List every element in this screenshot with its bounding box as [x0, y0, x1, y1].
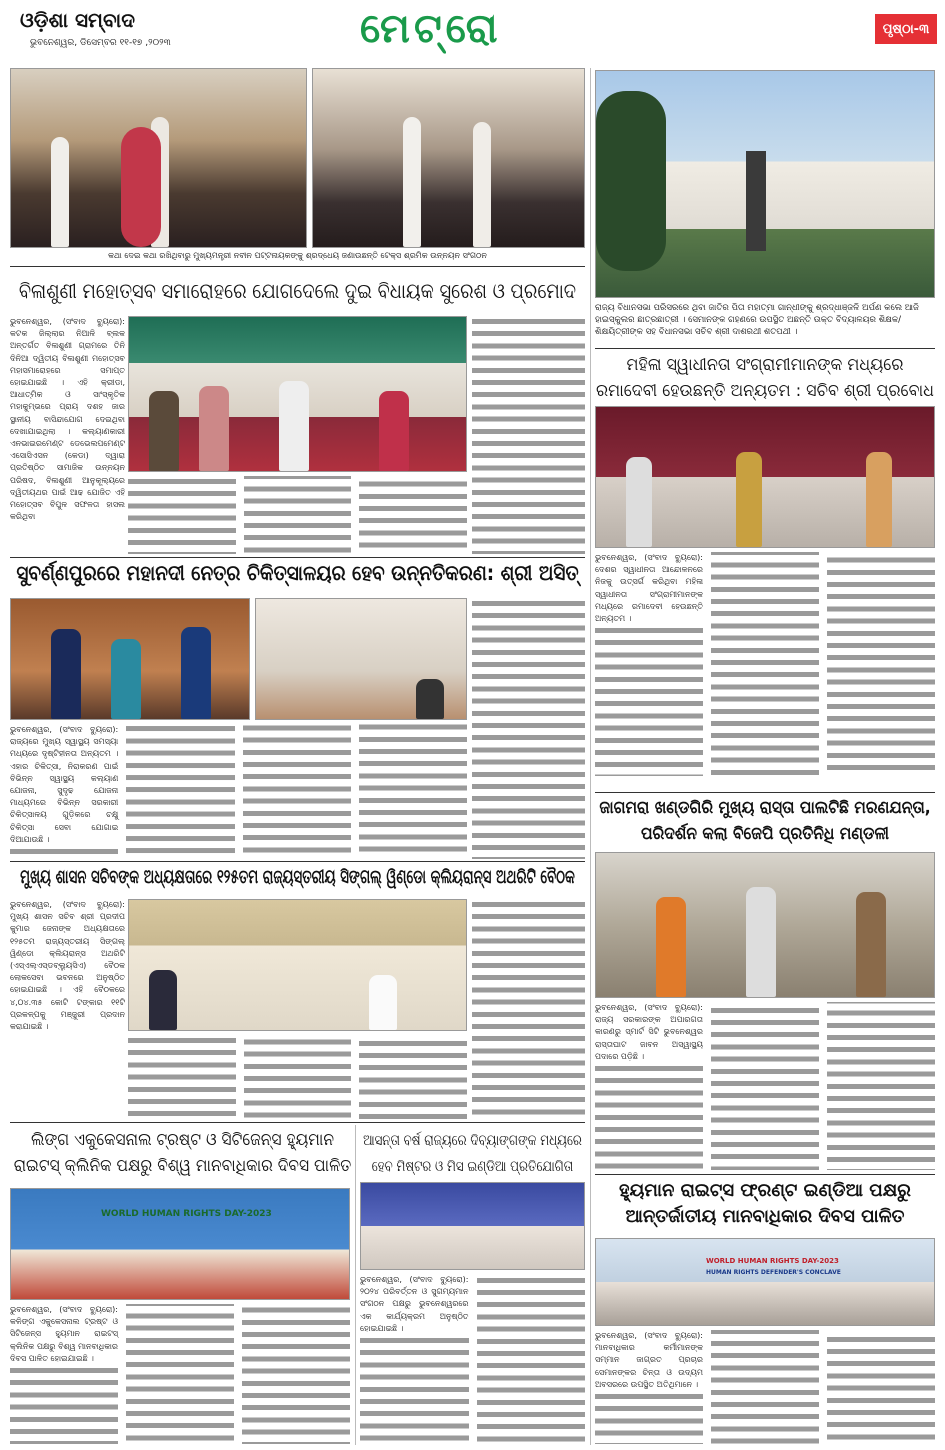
banner-subtext: HUMAN RIGHTS DEFENDER'S CONCLAVE: [706, 1269, 841, 1276]
article-body: [10, 316, 125, 554]
photo-ramadevi-event: [595, 406, 935, 548]
article-lead: ଭୁବନେଶ୍ୱର, (ସଂବାଦ ବ୍ୟୁରୋ): ମାନବାଧିକାର କର୍ମୀମାନଙ୍କ ସମ୍ମାନ ଜାଗ୍ରତ ପ୍ରଚାର ସେମାନଙ୍କର ଚିନ୍ତା ଓ ଉଦ୍ୟମ ଅବସରରେ ଉପସ୍ଥିତ ଅତିଥିମାନେ ।: [595, 1331, 703, 1389]
headline-text: ଲିଙ୍ଗ ଏକୁକେସନାଲ ଟ୍ରଷ୍ଟ ଓ ସିଟିଜେନ୍ସ ହ୍ୟୁମାନ ରାଇଟସ୍ କ୍ଲିନିକ ପକ୍ଷରୁ ବିଶ୍ୱ ମାନବାଧିକାର ଦିବସ ପାଳିତ: [13, 1130, 352, 1176]
article-body-right: [472, 316, 585, 554]
headline: [10, 560, 585, 588]
headline: [595, 352, 935, 406]
article-lead: ଭୁବନେଶ୍ୱର, (ସଂବାଦ ବ୍ୟୁରୋ): କଟକ ଜିଲ୍ଲାର ନିଆଳି ବ୍ଲକ ଅନ୍ତର୍ଗତ ବିଳାଶୁଣୀ ଗ୍ରାମରେ ତିନି ଦିନିଆ ଦ୍ୱିତୀୟ ବିଳାଶୁଣୀ ମହୋତ୍ସବ ମହାସମାରୋହରେ ସମାପ୍ତ ହୋଇଯାଇଛି । ଏହି କ୍ରୀଡା, ଆଧାତ୍ମିକ ଓ ସାଂସ୍କୃତିକ ମହାକୁମ୍ଭରେ ପ୍ରାୟ ଦଶହ ଜାର ସ୍ଥାନୀୟ ବାସିନ୍ଦାଯୋଗ ଦେଇଥିବା ଦେଖାଯାଇଥିଲା । କଲ୍ୟାଣକାରୀ ଏନଭାଇରମେଣ୍ଟ ଡେଭେଲପମେଣ୍ଟ ଏସୋସିଏସନ (କେଡା) ଦ୍ୱାରା ପ୍ରତିଷ୍ଠିତ ସାମାଜିକ ଉନ୍ନୟନ ପରିଷଦ, ବିଳାଶୁଣୀ ଆନୁକୂଲ୍ୟରେ ଦ୍ୱିତୀୟଥର ପାଇଁ ଆଢ ଯୋଜିତ ଏହି ମହୋତ୍ସବ ବିପୁଳ ସଫଳତା ହାସଲ କରିଥିବା: [10, 317, 125, 522]
headline-text: ବିଳାଶୁଣୀ ମହୋତ୍ସବ ସମାରୋହରେ ଯୋଗଦେଲେ ଦୁଇ ବିଧାୟକ ସୁରେଶ ଓ ପ୍ରମୋଦ: [18, 279, 577, 303]
photo-cm-felicitation-1: [10, 68, 307, 248]
article-body-right: [472, 899, 585, 1119]
photo-swca-meeting: [128, 899, 467, 1031]
banner-text: WORLD HUMAN RIGHTS DAY-2023: [101, 1209, 272, 1219]
headline-text: ଜାଗମରା ଖଣ୍ଡଗିରି ମୁଖ୍ୟ ରାସ୍ତା ପାଲଟିଛି ମରଣଯନ୍ତା, ପରିଦର୍ଶନ କଲା ବିଜେପି ପ୍ରତିନିଧି ମଣ୍ଡଳୀ: [599, 798, 931, 844]
article-body: [595, 1330, 935, 1444]
photo-hrfi-conclave: [595, 1238, 935, 1326]
photo-caption: ରାଜ୍ୟ ବିଧାନସଭା ପରିସରରେ ଥିବା ଜାତିର ପିତା ମହାତ୍ମା ଗାନ୍ଧୀଙ୍କୁ ଶ୍ରଦ୍ଧାଞ୍ଜଳି ଅର୍ପଣ କଲେ ଆଜି ହାଇସ୍କୁଲର ଛାତ୍ରଛାତ୍ରୀ । ସେମାନଙ୍କ ଗହଣରେ ଉପସ୍ଥିତ ଅଛନ୍ତି ଉକ୍ତ ବିଦ୍ୟାଳୟର ଶିକ୍ଷକ/ଶିକ୍ଷୟିତ୍ରୀଙ୍କ ସହ ବିଧାନସଭା ସଚିବ ଶ୍ରୀ ଦାଶରଥୀ ଶତପଥୀ ।: [595, 303, 919, 337]
photo-human-rights-day: [10, 1188, 350, 1300]
photo-video-conference: [255, 598, 467, 720]
article-body-cont: [128, 476, 467, 554]
article-body: [595, 552, 935, 790]
headline-text: ମହିଳା ସ୍ୱାଧୀନତା ସଂଗ୍ରାମୀମାନଙ୍କ ମଧ୍ୟରେ ରମାଦେବୀ ହେଉଛନ୍ତି ଅନ୍ୟତମ : ସଚିବ ଶ୍ରୀ ପ୍ରବୋଧ: [596, 355, 934, 401]
photo-bilashuni-festival: [128, 316, 467, 472]
headline-text: ମୁଖ୍ୟ ଶାସନ ସଚିବଙ୍କ ଅଧ୍ୟକ୍ଷତାରେ ୧୨୫ତମ ରାଜ୍ୟସ୍ତରୀୟ ସିଙ୍ଗଲ୍ ୱିଣ୍ଡୋ କ୍ଲିୟରାନ୍ସ ଅଥରିଟି ବୈଠକ: [20, 866, 575, 888]
headline: [10, 278, 585, 306]
headline-text: ସୁବର୍ଣ୍ଣପୁରରେ ମହାନଦୀ ନେତ୍ର ଚିକିତ୍ସାଳୟର ହେବ ଉନ୍ନତିକରଣ: ଶ୍ରୀ ଅସିତ୍: [16, 561, 579, 585]
article-body-right: [472, 598, 585, 859]
article-body: [10, 724, 467, 859]
photo-caption: କଥା ଦେଇ କଥା ରଖିଥିବାରୁ ମୁଖ୍ୟମନ୍ତ୍ରୀ ନବୀନ ପଟ୍ଟନାୟକଙ୍କୁ ଶ୍ରଦ୍ଧେୟ ଜଣାଉଛନ୍ତି ଟେକ୍ସ ଶ୍ରମିକ ଉନ୍ନୟନ ସଂଗଠନ: [108, 251, 487, 260]
headline: [595, 795, 935, 849]
headline: [10, 864, 585, 892]
article-body: [360, 1274, 585, 1444]
photo-cm-felicitation-2: [312, 68, 585, 248]
article-body: [10, 1304, 350, 1444]
newspaper-logo: ଓଡ଼ିଶା ସମ୍ବାଦ: [20, 8, 135, 32]
article-lead: ଭୁବନେଶ୍ୱର, (ସଂବାଦ ବ୍ୟୁରୋ): ରାଜ୍ୟରେ ମୁଖ୍ୟ ସ୍ୱାସ୍ଥ୍ୟ ସମସ୍ୟା ମଧ୍ୟରେ ଦୃଷ୍ଟିହୀନତା ଅନ୍ୟତମ । ଏହାର ଚିକିତ୍ସା, ନିରାକରଣ ପାଇଁ ବିଭିନ୍ନ ସ୍ୱାସ୍ଥ୍ୟ କଲ୍ୟାଣ ଯୋଜନା, ସୁଦୃଢ ଯୋଜନା ମାଧ୍ୟମରେ ବିଭିନ୍ନ ସରକାରୀ ଚିକିତ୍ସାଳୟ ଗୁଡ଼ିକରେ ଚକ୍ଷୁ ଚିକିତ୍ସା ସେବା ଯୋଗାଇ ଦିଆଯାଉଛି ।: [10, 725, 119, 844]
photo-bjp-road-inspection: [595, 852, 935, 998]
dateline: ଭୁବନେଶ୍ୱର, ଡିସେମ୍ବର ୧୧-୧୭ ,୨୦୨୩: [30, 38, 171, 48]
article-lead: ଭୁବନେଶ୍ୱର, (ସଂବାଦ ବ୍ୟୁରୋ): କଳିଙ୍ଗ ଏକୁକେସନାଲ ଟ୍ରଷ୍ଟ ଓ ସିଟିଜେନ୍ସ ହ୍ୟୁମାନ ରାଇଟସ୍ କ୍ଲିନିକ ପକ୍ଷରୁ ବିଶ୍ୱ ମାନବାଧିକାର ଦିବସ ପାଳିତ ହୋଇଯାଇଛି ।: [10, 1305, 118, 1363]
article-body: [595, 1002, 935, 1170]
photo-divyang-event: [360, 1182, 585, 1270]
photo-eye-hospital-meeting: [10, 598, 250, 720]
article-body: [10, 899, 125, 1119]
headline: [360, 1127, 585, 1181]
article-body-cont: [128, 1035, 467, 1119]
headline-text: ହ୍ୟୁମାନ ରାଇଟ୍ସ ଫ୍ରଣ୍ଟ ଇଣ୍ଡିଆ ପକ୍ଷରୁ ଆନ୍ତର୍ଜାତୀୟ ମାନବାଧିକାର ଦିବସ ପାଳିତ: [619, 1180, 911, 1227]
article-lead: ଭୁବନେଶ୍ୱର, (ସଂବାଦ ବ୍ୟୁରୋ): ଦେଶର ସ୍ୱାଧୀନତା ଆନ୍ଦୋଳନରେ ନିଜକୁ ଉତ୍ସର୍ଗ କରିଥିବା ମହିଳା ସ୍ୱାଧୀନତା ସଂଗ୍ରାମୀମାନଙ୍କ ମଧ୍ୟରେ ରମାଦେବୀ ହେଉଛନ୍ତି ଅନ୍ୟତମ ।: [595, 553, 703, 624]
headline-text: ଆସନ୍ତା ବର୍ଷ ରାଜ୍ୟରେ ଦିବ୍ୟାଙ୍ଗଙ୍କ ମଧ୍ୟରେ ହେବ ମିଷ୍ଟର ଓ ମିସ ଇଣ୍ଡିଆ ପ୍ରତିଯୋଗିତା: [363, 1131, 582, 1175]
article-lead: ଭୁବନେଶ୍ୱର, (ସଂବାଦ ବ୍ୟୁରୋ): ୨୦୨୪ ପରିବର୍ତ୍ତନ ଓ ସୁଗମ୍ୟମାନ ସଂଗଠନ ପକ୍ଷରୁ ଭୁବନେଶ୍ୱରରେ ଏକ କାର୍ଯ୍ୟକ୍ରମ ଅନୁଷ୍ଠିତ ହୋଇଯାଇଛି ।: [360, 1275, 469, 1333]
page-number-badge: ପୃଷ୍ଠା-୩: [875, 14, 937, 44]
headline: [595, 1178, 935, 1232]
section-title: ମେଟ୍ରୋ: [360, 6, 502, 52]
article-lead: ଭୁବନେଶ୍ୱର, (ସଂବାଦ ବ୍ୟୁରୋ): ରାଜ୍ୟ ସରକାରଙ୍କ ଅପାରଗତା କାରଣରୁ ସ୍ମାର୍ଟ ସିଟି ଭୁବନେଶ୍ୱର ରାସ୍ତାଘାଟ ଜାବନ ଅସ୍ୱାସ୍ଥ୍ୟ ପଦାରେ ପଡ଼ିଛି ।: [595, 1003, 703, 1061]
headline: [10, 1127, 355, 1181]
article-lead: ଭୁବନେଶ୍ୱର, (ସଂବାଦ ବ୍ୟୁରୋ): ମୁଖ୍ୟ ଶାସନ ସଚିବ ଶ୍ରୀ ପ୍ରଦୀପ କୁମାର ଜେନାଙ୍କ ଅଧ୍ୟକ୍ଷତାରେ ୧୨୫ତମ ରାଜ୍ୟସ୍ତରୀୟ ସିଙ୍ଗଲ୍ ୱିଣ୍ଡୋ କ୍ଲିୟରାନ୍ସ ଅଥରିଟି (ଏସ୍‌ଏଲ୍‌ଏସ୍‌ଡବ୍ଲ୍ୟୁସିଏ) ବୈଠକ ଲୋକସେବା ଭବନରେ ଅନୁଷ୍ଠିତ ହୋଇଯାଇଛି । ଏହି ବୈଠକରେ ୪,୦୪.୩୫ କୋଟି ଟଙ୍କାର ୧୧ଟି ପ୍ରକଳ୍ପକୁ ମଞ୍ଜୁରୀ ପ୍ରଦାନ କରାଯାଇଛି ।: [10, 900, 125, 1032]
banner-text: WORLD HUMAN RIGHTS DAY-2023: [706, 1257, 839, 1265]
photo-gandhi-statue-assembly: [595, 70, 935, 298]
